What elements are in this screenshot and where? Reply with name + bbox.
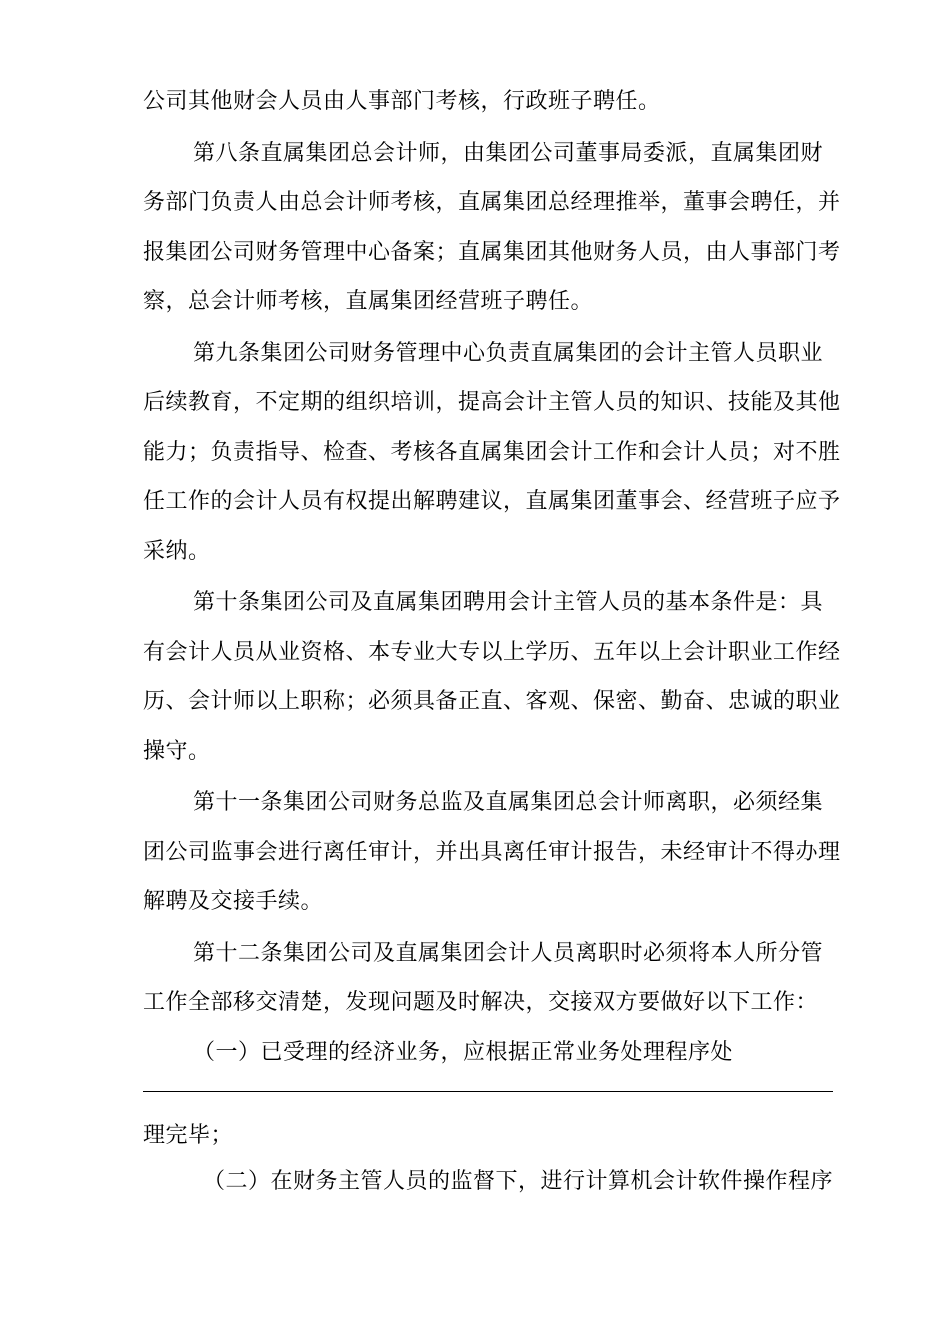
text-line: 务部门负责人由总会计师考核，直属集团总经理推举，董事会聘任，并 — [143, 190, 841, 215]
text-line: 任工作的会计人员有权提出解聘建议，直属集团董事会、经营班子应予 — [143, 489, 841, 514]
text-line: 采纳。 — [143, 539, 211, 564]
text-line: 后续教育，不定期的组织培训，提高会计主管人员的知识、技能及其他 — [143, 390, 841, 415]
text-line: 工作全部移交清楚，发现问题及时解决，交接双方要做好以下工作： — [143, 990, 819, 1015]
article-10-heading-line: 第十条集团公司及直属集团聘用会计主管人员的基本条件是：具 — [193, 590, 824, 615]
text-line: 有会计人员从业资格、本专业大专以上学历、五年以上会计职业工作经 — [143, 640, 841, 665]
article-11-heading-line: 第十一条集团公司财务总监及直属集团总会计师离职，必须经集 — [193, 790, 824, 815]
text-line: 察，总会计师考核，直属集团经营班子聘任。 — [143, 289, 594, 314]
text-line: 解聘及交接手续。 — [143, 889, 324, 914]
text-line: 团公司监事会进行离任审计，并出具离任审计报告，未经审计不得办理 — [143, 840, 841, 865]
list-item-2-line: （二）在财务主管人员的监督下，进行计算机会计软件操作程序 — [203, 1169, 834, 1194]
text-line: 操守。 — [143, 739, 211, 764]
horizontal-rule — [143, 1091, 833, 1092]
text-line: 历、会计师以上职称；必须具备正直、客观、保密、勤奋、忠诚的职业 — [143, 689, 841, 714]
text-line: 理完毕； — [143, 1123, 234, 1148]
article-9-heading-line: 第九条集团公司财务管理中心负责直属集团的会计主管人员职业 — [193, 341, 824, 366]
text-line: 能力；负责指导、检查、考核各直属集团会计工作和会计人员；对不胜 — [143, 440, 841, 465]
article-12-heading-line: 第十二条集团公司及直属集团会计人员离职时必须将本人所分管 — [193, 941, 824, 966]
text-line: 公司其他财会人员由人事部门考核，行政班子聘任。 — [143, 89, 661, 114]
text-line: 报集团公司财务管理中心备案；直属集团其他财务人员，由人事部门考 — [143, 240, 841, 265]
article-8-heading-line: 第八条直属集团总会计师，由集团公司董事局委派，直属集团财 — [193, 141, 824, 166]
list-item-1-line: （一）已受理的经济业务，应根据正常业务处理程序处 — [193, 1040, 734, 1065]
